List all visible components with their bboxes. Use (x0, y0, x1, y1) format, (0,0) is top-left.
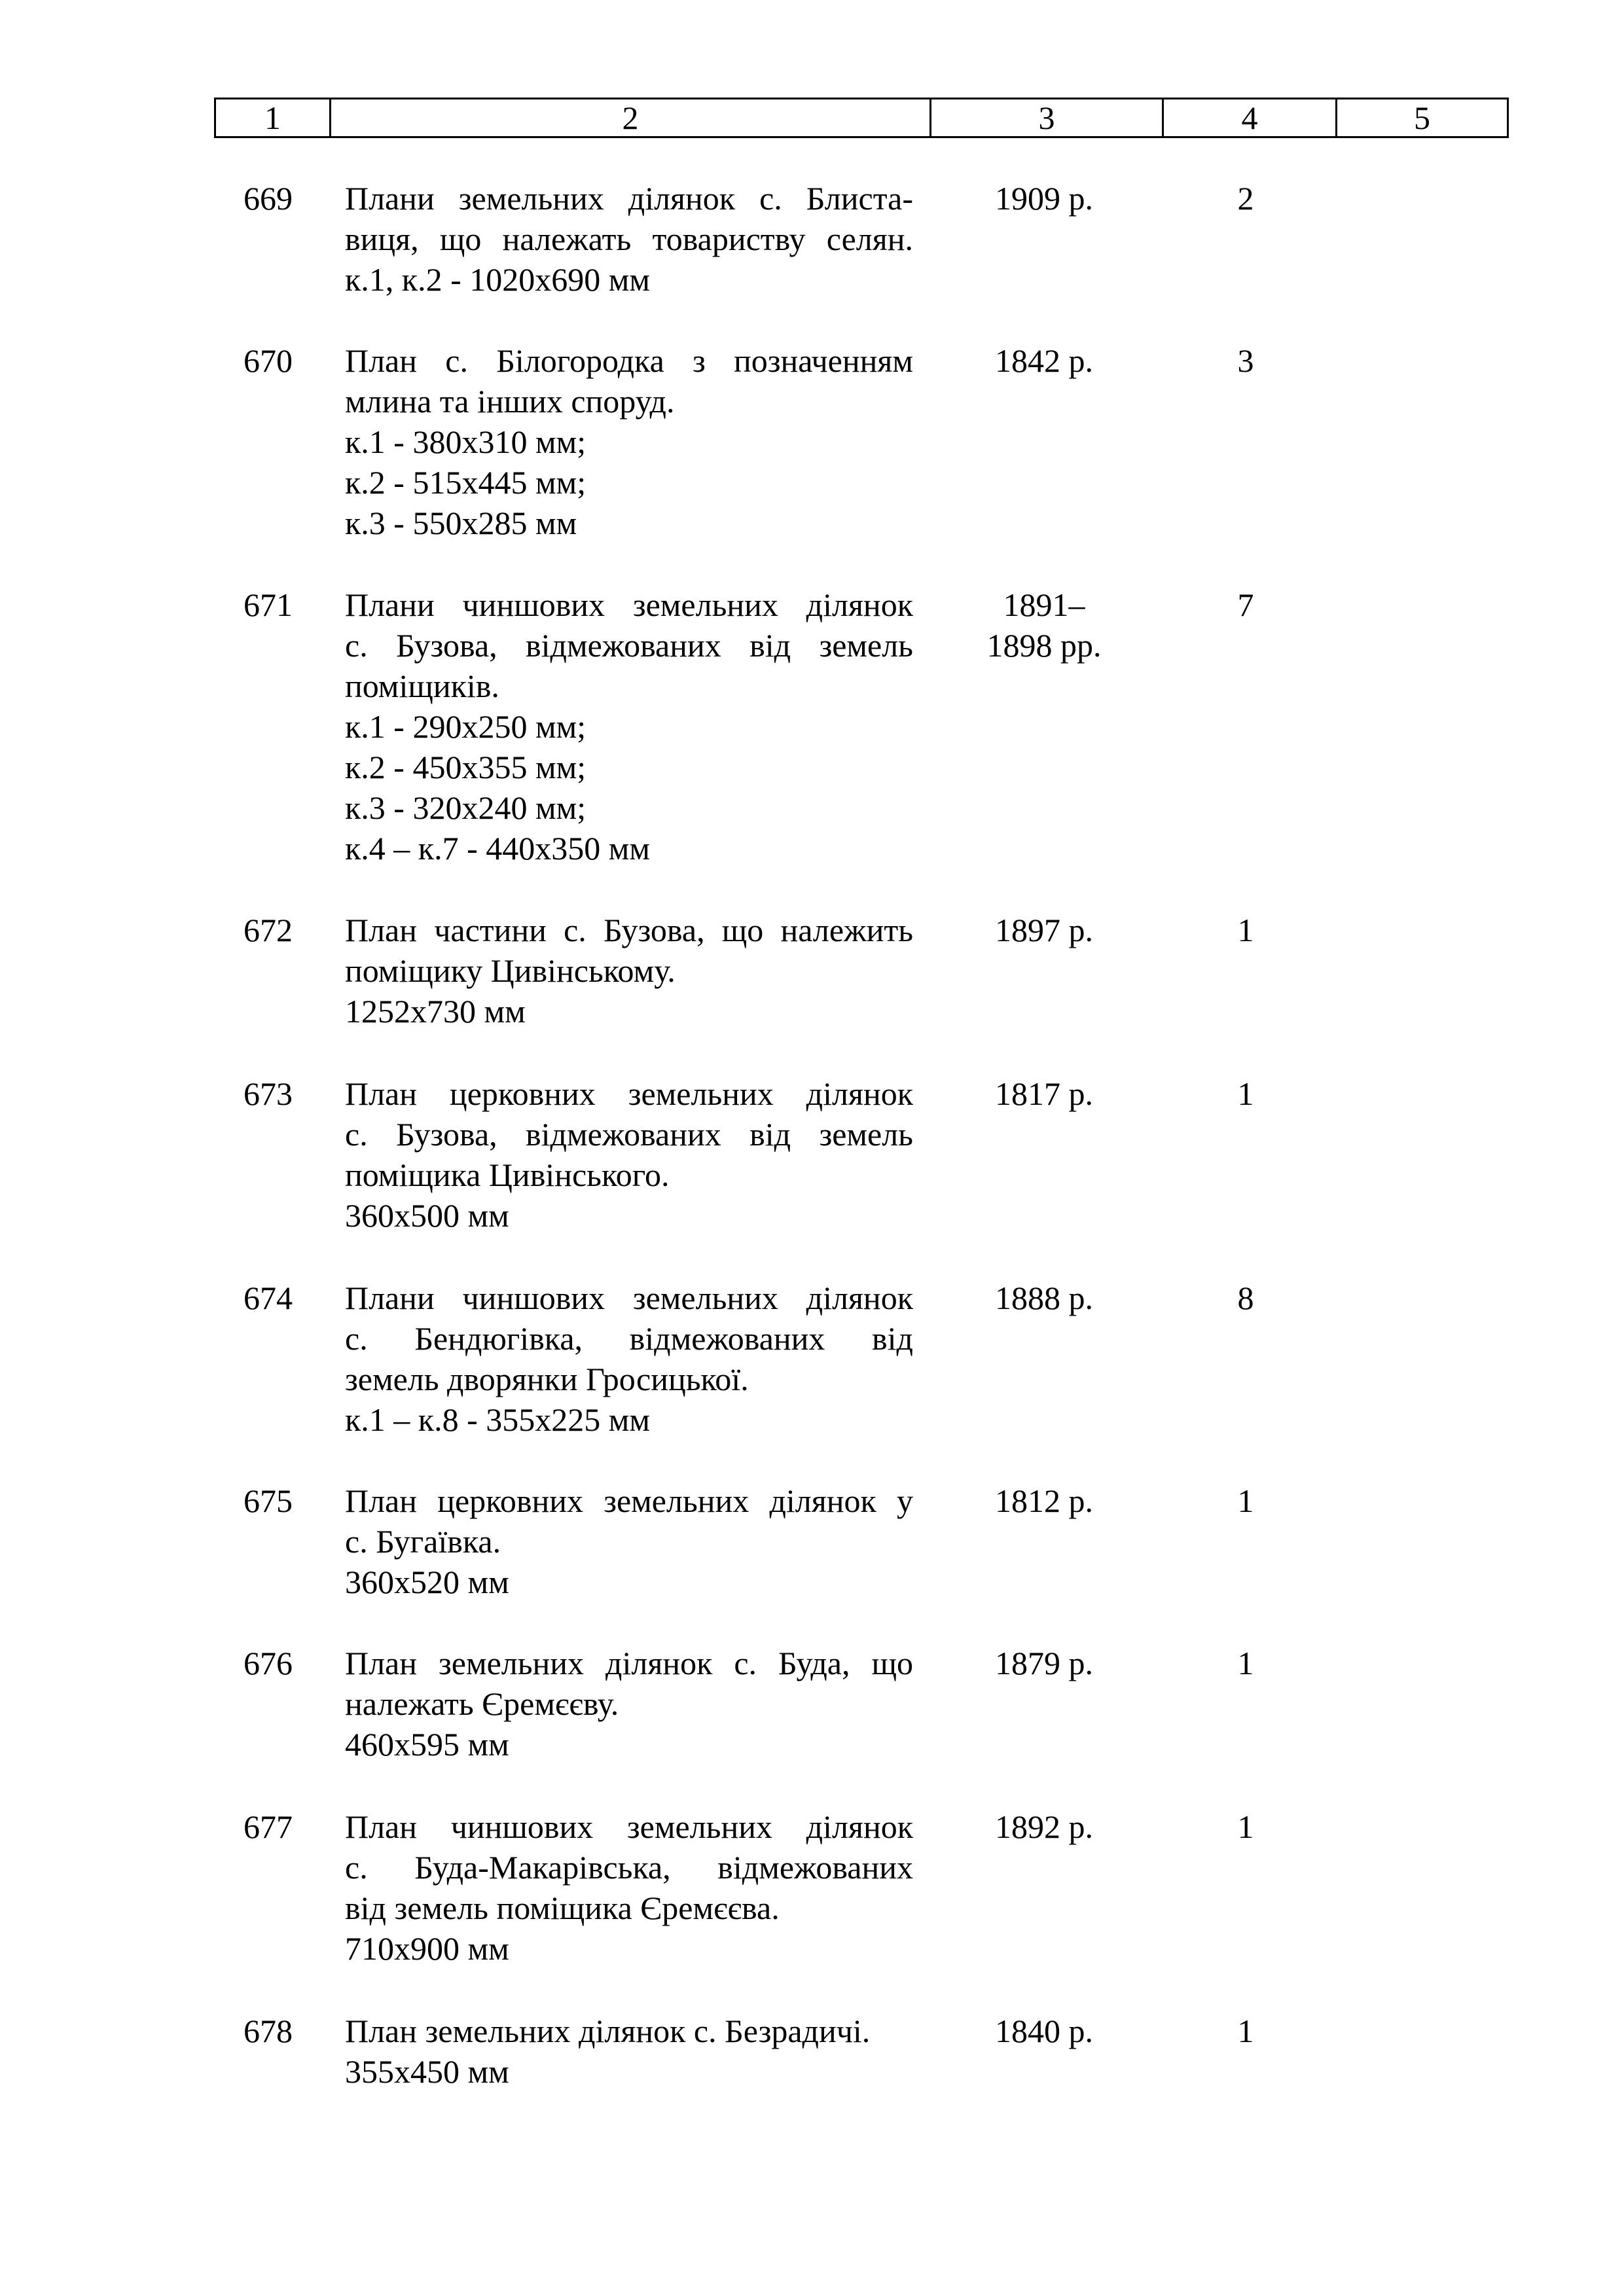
date-line: 1898 рр. (986, 627, 1102, 664)
entry-number: 671 (244, 586, 293, 623)
entry-description (345, 584, 913, 869)
description-line: План с. Білогородка з позначенням (345, 342, 913, 379)
entry-number: 677 (244, 1808, 293, 1845)
description-line: к.3 - 550х285 мм (345, 505, 577, 541)
description-line: к.3 - 320х240 мм; (345, 789, 586, 826)
description-line: Плани земельних ділянок с. Блиста- (345, 180, 913, 217)
entry-date (943, 2011, 1146, 2051)
entry-description (345, 1643, 913, 1765)
entry-number: 673 (244, 1075, 293, 1112)
entry-description (345, 2011, 913, 2092)
entry-number: 669 (244, 180, 293, 217)
description-line: План церковних земельних ділянок (345, 1075, 913, 1112)
date-line: 1879 р. (995, 1645, 1093, 1681)
date-line: 1909 р. (995, 180, 1093, 217)
entry-description (345, 1806, 913, 1969)
description-line: к.1 - 380х310 мм; (345, 423, 586, 460)
entry-date (943, 1806, 1146, 1847)
entry-number: 674 (244, 1280, 293, 1316)
description-line: План церковних земельних ділянок у (345, 1482, 913, 1519)
description-line: к.4 – к.7 - 440х350 мм (345, 830, 651, 867)
description-line: Плани чиншових земельних ділянок (345, 1280, 913, 1316)
description-line: с. Буда-Макарівська, відмежованих (345, 1849, 913, 1886)
description-line: 710х900 мм (345, 1930, 509, 1967)
entry-count: 8 (1237, 1280, 1254, 1316)
column-header-3: 3 (931, 99, 1164, 136)
entry-description (345, 910, 913, 1031)
column-header-1: 1 (216, 99, 331, 136)
entry-date (943, 1073, 1146, 1114)
entry-description (345, 1073, 913, 1236)
column-header-2: 2 (331, 99, 931, 136)
entry-count: 1 (1237, 1075, 1254, 1112)
entry-count: 7 (1237, 586, 1254, 623)
description-line: від земель поміщика Єремєєва. (345, 1890, 780, 1926)
date-line: 1891– (1003, 586, 1085, 623)
column-header-row (214, 98, 1509, 138)
description-line: поміщику Цивінському. (345, 952, 676, 989)
date-line: 1842 р. (995, 342, 1093, 379)
entry-date (943, 584, 1146, 666)
description-line: с. Бендюгівка, відмежованих від (345, 1320, 913, 1357)
entry-count: 3 (1237, 342, 1254, 379)
description-line: План земельних ділянок с. Безрадичі. (345, 2013, 871, 2049)
date-line: 1888 р. (995, 1280, 1093, 1316)
description-line: Плани чиншових земельних ділянок (345, 586, 913, 623)
entry-count: 1 (1237, 1645, 1254, 1681)
column-header-4: 4 (1164, 99, 1337, 136)
description-line: План частини с. Бузова, що належить (345, 912, 913, 948)
description-line: 360х520 мм (345, 1564, 509, 1600)
entry-description (345, 340, 913, 543)
description-line: с. Бузова, відмежованих від земель (345, 627, 913, 664)
entry-date (943, 1278, 1146, 1318)
description-line: с. Бугаївка. (345, 1523, 501, 1560)
entry-date (943, 178, 1146, 219)
description-line: земель дворянки Гросицької. (345, 1361, 749, 1397)
description-line: 355х450 мм (345, 2053, 509, 2090)
date-line: 1812 р. (995, 1482, 1093, 1519)
description-line: поміщиків. (345, 668, 499, 704)
description-line: виця, що належать товариству селян. (345, 221, 913, 257)
description-line: План земельних ділянок с. Буда, що (345, 1645, 913, 1681)
entry-count: 2 (1237, 180, 1254, 217)
entry-count: 1 (1237, 1808, 1254, 1845)
description-line: поміщика Цивінського. (345, 1157, 670, 1193)
date-line: 1840 р. (995, 2013, 1093, 2049)
description-line: 460х595 мм (345, 1726, 509, 1763)
entry-date (943, 910, 1146, 950)
date-line: 1817 р. (995, 1075, 1093, 1112)
entry-count: 1 (1237, 912, 1254, 948)
entry-description (345, 178, 913, 300)
column-header-5: 5 (1414, 99, 1430, 136)
description-line: млина та інших споруд. (345, 383, 675, 420)
date-line: 1897 р. (995, 912, 1093, 948)
entry-number: 675 (244, 1482, 293, 1519)
description-line: План чиншових земельних ділянок (345, 1808, 913, 1845)
entry-description (345, 1278, 913, 1440)
description-line: с. Бузова, відмежованих від земель (345, 1116, 913, 1153)
entry-number: 670 (244, 342, 293, 379)
description-line: к.1 – к.8 - 355х225 мм (345, 1401, 651, 1438)
description-line: належать Єремєєву. (345, 1685, 619, 1722)
entry-number: 676 (244, 1645, 293, 1681)
description-line: 360х500 мм (345, 1197, 509, 1234)
entry-description (345, 1480, 913, 1602)
entry-count: 1 (1237, 1482, 1254, 1519)
entry-number: 672 (244, 912, 293, 948)
description-line: к.2 - 515х445 мм; (345, 464, 586, 501)
description-line: к.2 - 450х355 мм; (345, 749, 586, 785)
entry-count: 1 (1237, 2013, 1254, 2049)
entry-date (943, 1480, 1146, 1521)
description-line: к.1, к.2 - 1020х690 мм (345, 261, 651, 298)
entry-date (943, 1643, 1146, 1683)
description-line: 1252х730 мм (345, 993, 526, 1030)
entry-number: 678 (244, 2013, 293, 2049)
entry-date (943, 340, 1146, 381)
description-line: к.1 - 290х250 мм; (345, 708, 586, 745)
date-line: 1892 р. (995, 1808, 1093, 1845)
